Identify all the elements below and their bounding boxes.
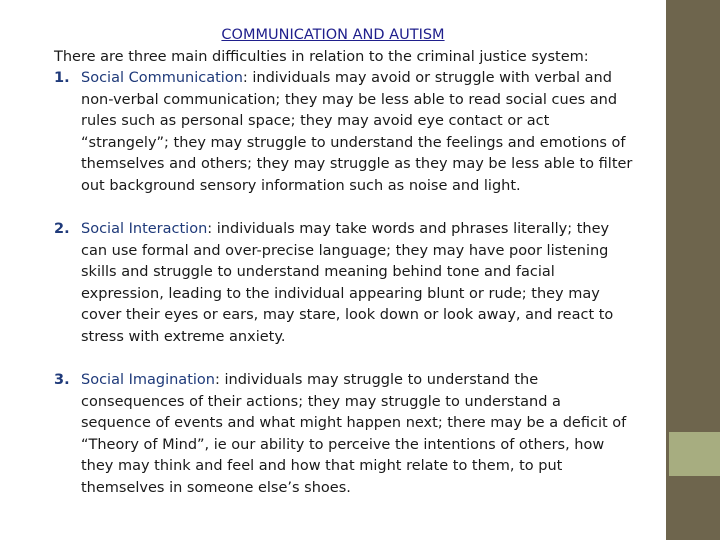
list-item-heading: Social Interaction bbox=[81, 221, 208, 237]
list-item-social-imagination bbox=[54, 370, 634, 500]
list-item-body bbox=[81, 370, 634, 500]
list-item-social-communication bbox=[54, 68, 634, 198]
list-item-social-interaction bbox=[54, 219, 634, 349]
intro-text: There are three main difficulties in relation to the criminal justice system: bbox=[54, 49, 589, 65]
page-title: COMMUNICATION AND AUTISM bbox=[221, 27, 445, 43]
list-item-description: : individuals may avoid or struggle with verbal and non-verbal communication; they may be less able to read social cues and rules such as personal space; they may avoid eye contact or act “strangely”; they may struggle to understand the feelings and emotions of themselves and others; they may struggle as they may be less able to filter out background sensory information such as noise and light. bbox=[81, 70, 633, 194]
list-item-body bbox=[81, 219, 634, 349]
list-item-description: : individuals may struggle to understand the consequences of their actions; they may struggle to understand a sequence of events and what might happen next; there may be a deficit of “Theory of Mind”, ie our ability to perceive the intentions of others, how they may think and feel and how that might relate to them, to put themselves in someone else’s shoes. bbox=[81, 372, 627, 496]
list-item-heading: Social Communication bbox=[81, 70, 243, 86]
list-item-number: 3. bbox=[54, 372, 70, 388]
decorative-side-bar-accent bbox=[669, 432, 720, 476]
list-item-number: 2. bbox=[54, 221, 70, 237]
list-item-number: 1. bbox=[54, 70, 70, 86]
list-item-description: : individuals may take words and phrases literally; they can use formal and over-precise language; they may have poor listening skills and struggle to understand meaning behind tone and facial expression, leading to the individual appearing blunt or rude; they may cover their eyes or ears, may stare, look down or look away, and react to stress with extreme anxiety. bbox=[81, 221, 614, 345]
list-item-body bbox=[81, 68, 634, 198]
list-item-heading: Social Imagination bbox=[81, 372, 215, 388]
